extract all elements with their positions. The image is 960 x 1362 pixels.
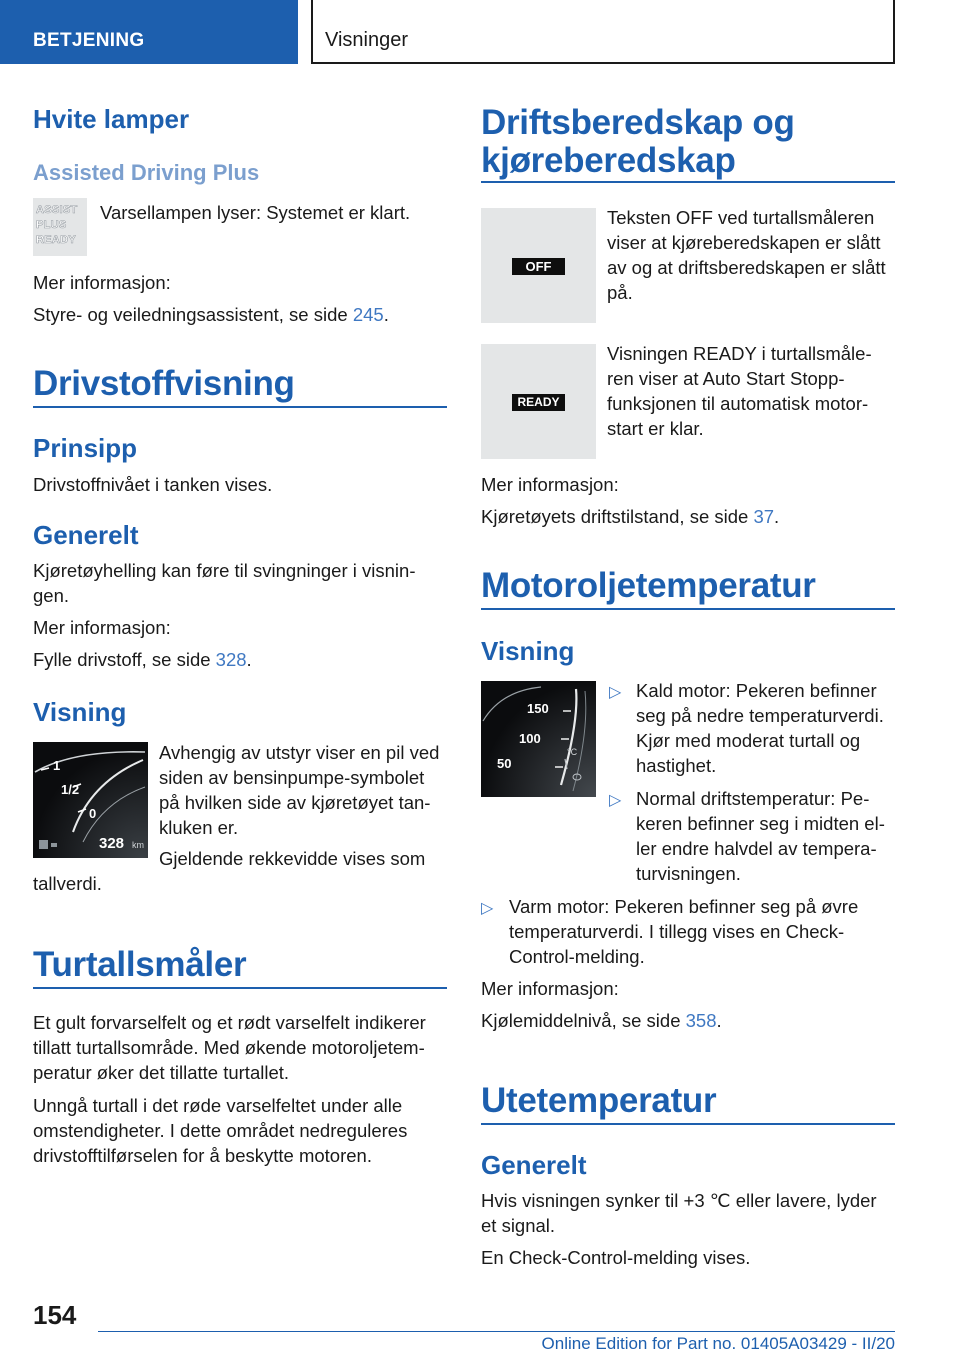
ready-badge: READY [512, 394, 565, 411]
heading-hvite-lamper: Hvite lamper [33, 104, 190, 134]
heading-utetemperatur: Utetemperatur [481, 1081, 717, 1120]
bullet-warm-engine [509, 894, 899, 969]
page-number: 154 [33, 1300, 77, 1330]
text-line: turvisningen. [636, 863, 741, 884]
generelt-text [33, 558, 415, 608]
reference-line [481, 1008, 722, 1033]
range-value: 328 [99, 835, 125, 852]
gauge-label-half: 1/2 [61, 782, 80, 797]
temp-label-50: 50 [497, 756, 512, 771]
range-unit: km [132, 840, 144, 850]
reference-line [33, 302, 389, 327]
more-info-label: Mer informasjon: [33, 617, 171, 638]
text-line: keren befinner seg i midten el- [636, 813, 885, 834]
chapter-title: Visninger [325, 29, 409, 51]
text-line: på hvilken side av kjøretøyet tan- [159, 792, 431, 813]
text-line: Unngå turtall i det røde varselfeltet under alle [33, 1095, 403, 1116]
icon-line: ASSIST [36, 204, 78, 216]
text-line: ler endre halvdel av tempera- [636, 838, 877, 859]
more-info-label: Mer informasjon: [33, 272, 171, 293]
text-line: Et gult forvarselfelt og et rødt varselfelt indikerer [33, 1012, 426, 1033]
text-line: Avhengig av utstyr viser en pil ved [159, 742, 440, 763]
reference-end: . [383, 304, 389, 325]
assist-lamp-text: Varsellampen lyser: Systemet er klart. [100, 202, 411, 223]
bullet-icon: ▷ [481, 900, 494, 917]
off-display-image [481, 208, 596, 323]
text-line: hastighet. [636, 755, 717, 776]
text-line: start er klar. [607, 418, 704, 439]
heading-rule [33, 406, 447, 408]
text-line: funksjonen til automatisk motor- [607, 393, 869, 414]
heading-rule [481, 1123, 895, 1125]
page-link-358[interactable]: 358 [685, 1010, 717, 1031]
heading-rule [481, 181, 895, 183]
turtall-paragraph-2 [33, 1093, 449, 1168]
reference-text: Fylle drivstoff, se side [33, 649, 216, 670]
reference-text: Kjøretøyets driftstilstand, se side [481, 506, 754, 527]
more-info-label: Mer informasjon: [481, 474, 619, 495]
text-line: et signal. [481, 1215, 556, 1236]
turtall-paragraph-1 [33, 1010, 449, 1085]
heading-generelt: Generelt [33, 520, 139, 550]
text-line: kluken er. [159, 817, 239, 838]
text-line: Normal driftstemperatur: Pe- [636, 788, 870, 809]
bullet-icon: ▷ [609, 684, 622, 701]
ready-display-image [481, 344, 596, 459]
prinsipp-text: Drivstoffnivået i tanken vises. [33, 474, 273, 495]
reference-end: . [716, 1010, 722, 1031]
heading-line: Driftsberedskap og [481, 103, 795, 142]
range-text-line1: Gjeldende rekkevidde vises som [159, 848, 426, 869]
check-control-text: En Check-Control-melding vises. [481, 1247, 751, 1268]
reference-end: . [246, 649, 252, 670]
more-info-label: Mer informasjon: [481, 978, 619, 999]
bullet-cold-engine [636, 678, 898, 778]
icon-line: READY [36, 234, 77, 246]
text-line: Teksten OFF ved turtallsmåleren [607, 207, 875, 228]
range-text-line2: tallverdi. [33, 873, 102, 894]
temp-label-100: 100 [519, 731, 541, 746]
bullet-normal-temp [636, 786, 898, 886]
off-badge: OFF [512, 258, 565, 275]
text-line: Visningen READY i turtallsmåle- [607, 343, 872, 364]
gauge-label-empty: 0 [89, 806, 97, 821]
assist-plus-ready-icon [33, 198, 87, 256]
text-line: Hvis visningen synker til +3 ℃ eller lavere, lyder [481, 1190, 877, 1211]
fuel-gauge-image [33, 742, 148, 858]
temp-unit: °C [567, 747, 578, 757]
section-label: BETJENING [33, 30, 145, 51]
bullet-icon: ▷ [609, 792, 622, 809]
heading-line: kjøreberedskap [481, 141, 736, 180]
reference-line [33, 647, 252, 672]
footer-rule [98, 1331, 895, 1332]
subheading-assisted-driving: Assisted Driving Plus [33, 160, 260, 185]
heading-visning-oil: Visning [481, 636, 575, 666]
text-line: viser at kjøreberedskapen er slått [607, 232, 881, 253]
text-line: seg på nedre temperaturverdi. [636, 705, 884, 726]
chapter-title-box [311, 0, 895, 64]
page-link-37[interactable]: 37 [753, 506, 775, 527]
text-line: Varm motor: Pekeren befinner seg på øvre [509, 896, 859, 917]
heading-drivstoffvisning: Drivstoffvisning [33, 364, 295, 403]
heading-rule [33, 987, 447, 989]
heading-driftsberedskap [481, 104, 795, 180]
text-line: Kjøretøyhelling kan føre til svingninger i visnin- [33, 560, 416, 581]
reference-end: . [774, 506, 780, 527]
text-line: Control-melding. [509, 946, 645, 967]
text-line: siden av bensinpumpe-symbolet [159, 767, 425, 788]
icon-line: PLUS [36, 219, 67, 231]
ute-text [481, 1188, 897, 1238]
text-line: tillatt turtallsområde. Med økende motoroljetem- [33, 1037, 425, 1058]
gauge-label-full: 1 [53, 758, 61, 773]
visning-text [159, 740, 449, 840]
oil-temp-gauge-image [481, 681, 596, 797]
text-line: peratur øker det tillatte turtallet. [33, 1062, 290, 1083]
reference-line [481, 504, 779, 529]
page-link-328[interactable]: 328 [215, 649, 247, 670]
heading-motoroljetemperatur: Motoroljetemperatur [481, 566, 816, 605]
section-tab [0, 0, 298, 64]
text-line: drivstofftilførselen for å beskytte motoren. [33, 1145, 372, 1166]
text-line: på. [607, 282, 633, 303]
text-line: omstendigheter. I dette området nedreguleres [33, 1120, 408, 1141]
temp-label-150: 150 [527, 701, 549, 716]
text-line: av og at driftsberedskapen er slått [607, 257, 886, 278]
reference-text: Styre- og veiledningsassistent, se side [33, 304, 353, 325]
heading-generelt-ute: Generelt [481, 1150, 587, 1180]
reference-text: Kjølemiddelnivå, se side [481, 1010, 686, 1031]
ready-text [607, 341, 897, 441]
heading-visning: Visning [33, 697, 127, 727]
text-line: Kjør med moderat turtall og [636, 730, 861, 751]
edition-note: Online Edition for Part no. 01405A03429 - II/20 [541, 1334, 895, 1353]
text-line: Kald motor: Pekeren befinner [636, 680, 877, 701]
off-text [607, 205, 897, 305]
heading-turtallsmaler: Turtallsmåler [33, 945, 247, 984]
page-link-245[interactable]: 245 [352, 304, 384, 325]
text-line: temperaturverdi. I tillegg vises en Check- [509, 921, 845, 942]
text-line: ren viser at Auto Start Stopp- [607, 368, 845, 389]
heading-prinsipp: Prinsipp [33, 433, 138, 463]
heading-rule [481, 608, 895, 610]
text-line: gen. [33, 585, 70, 606]
